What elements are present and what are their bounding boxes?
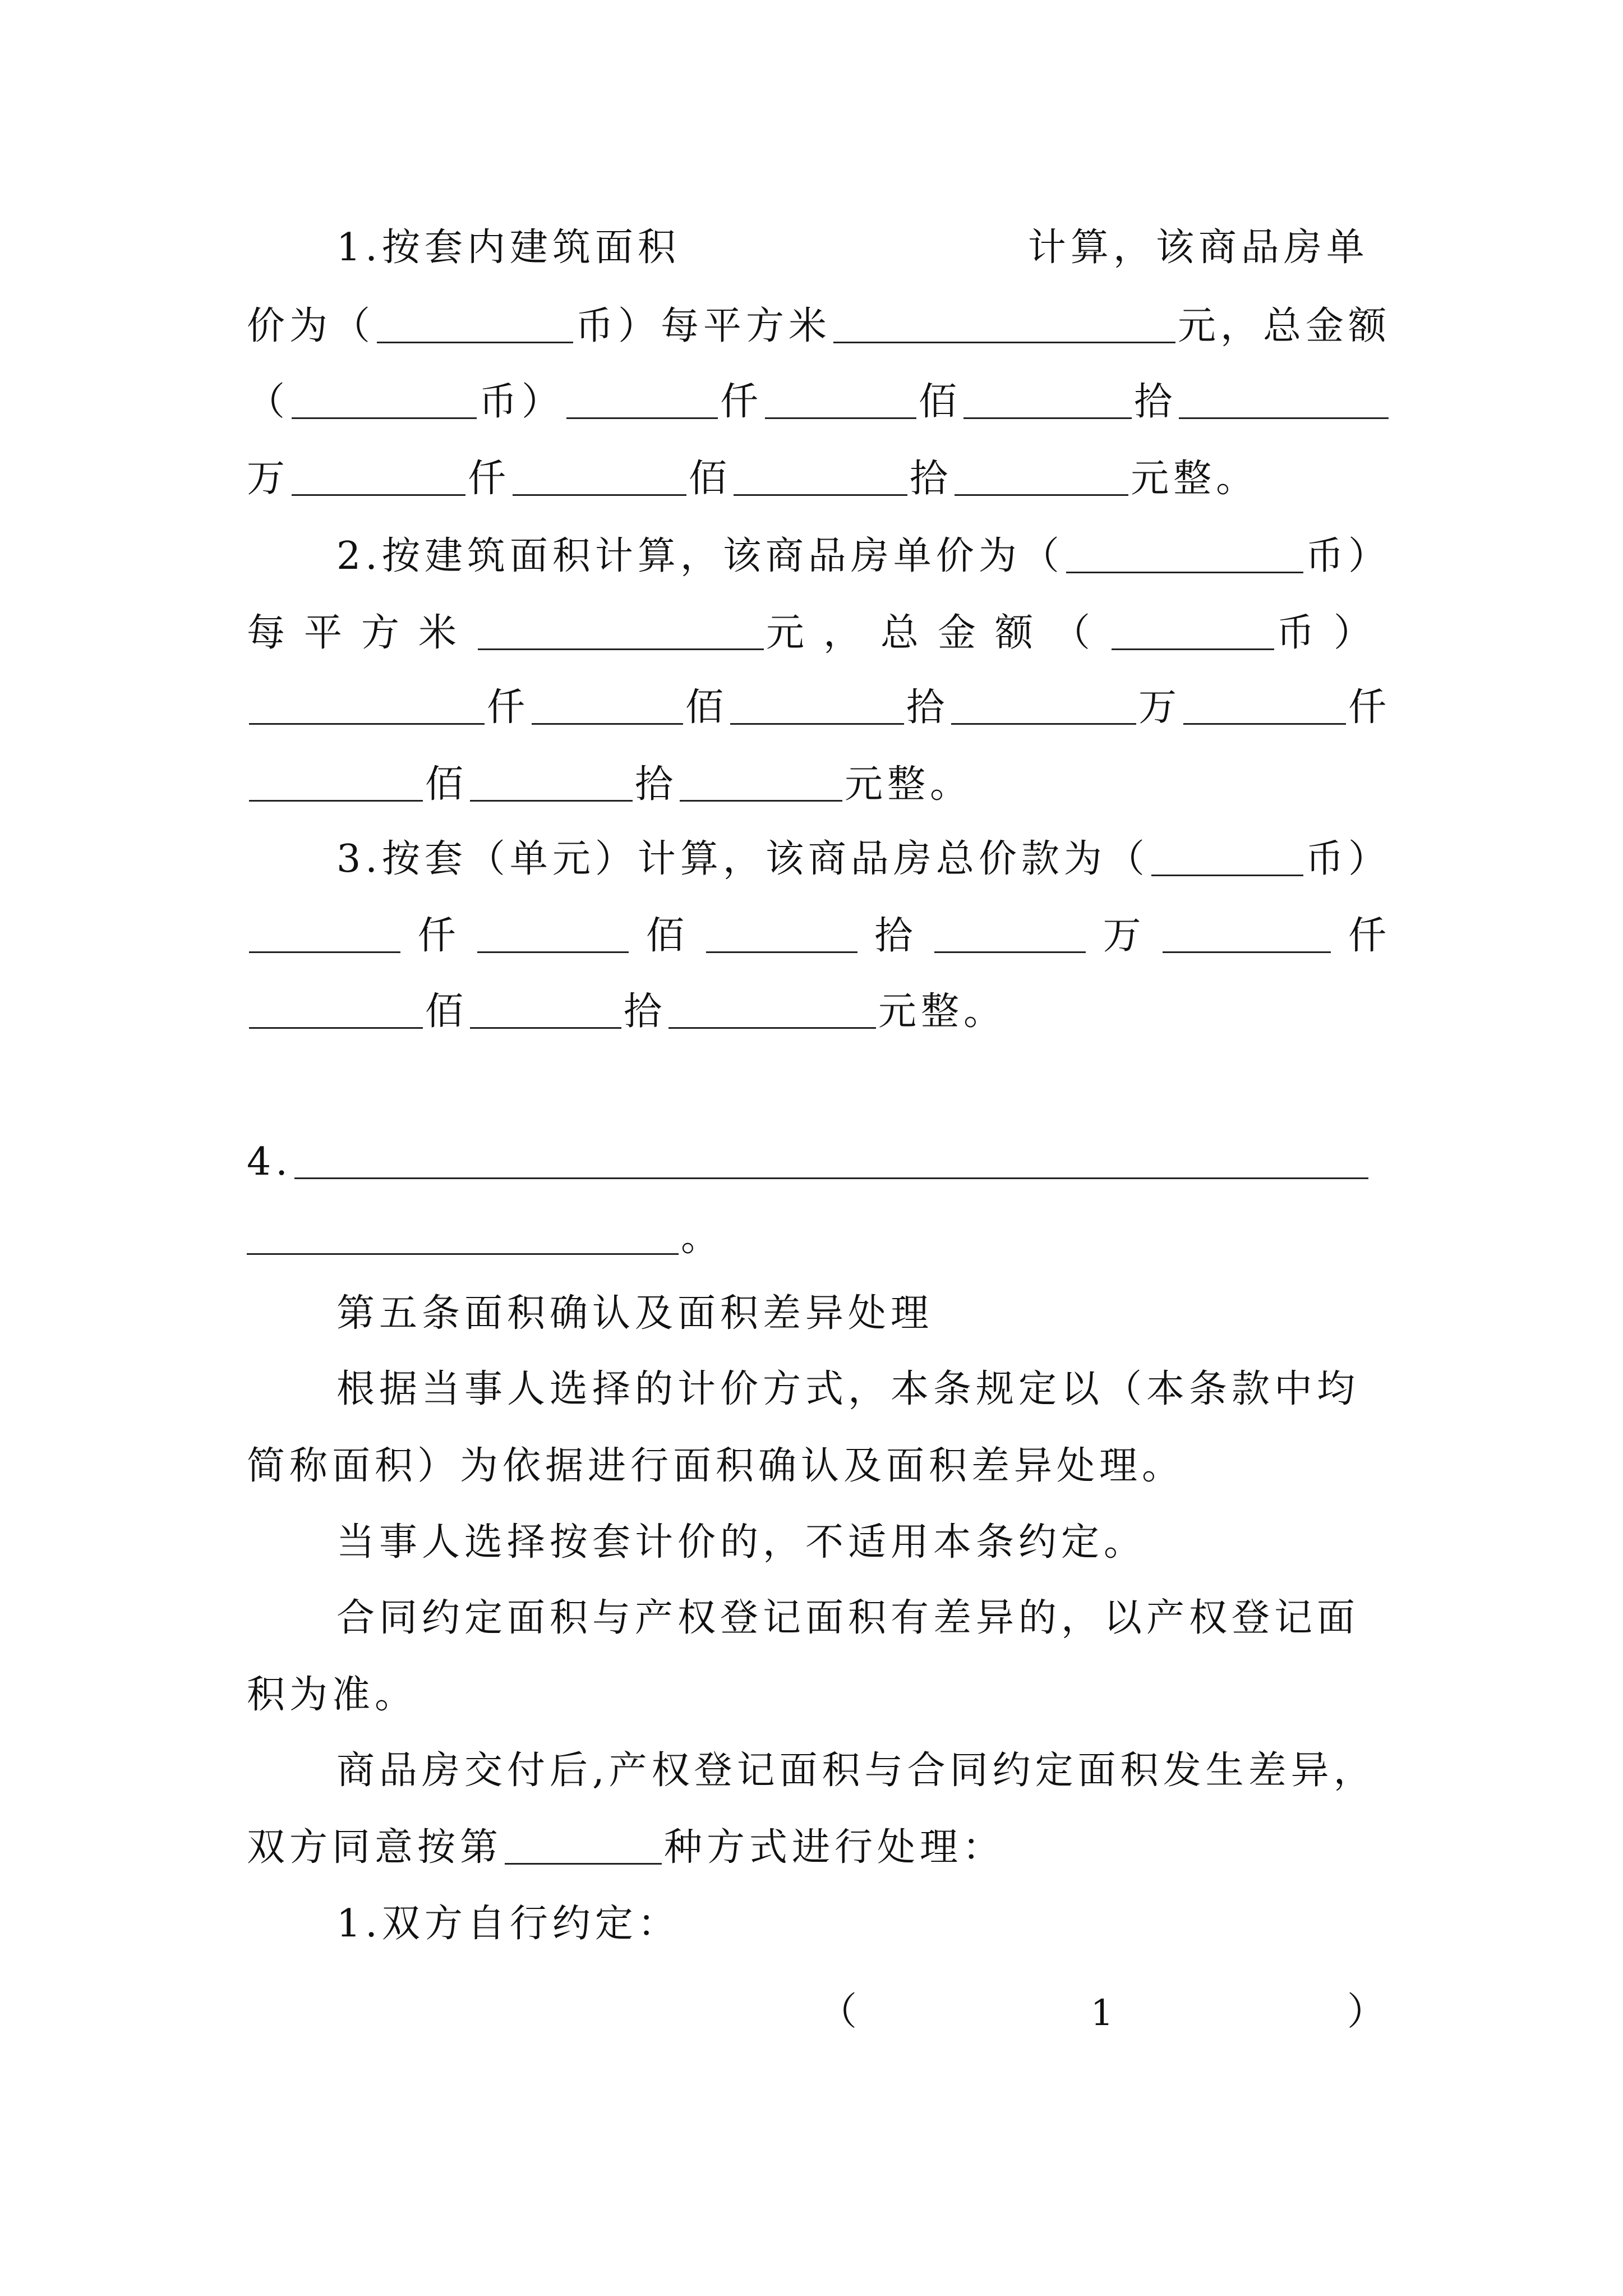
text: 3.按套（单元）计算，该商品房总价款为（	[336, 837, 1149, 881]
clause5-paragraph4-line1	[336, 1736, 1391, 1793]
clause5-paragraph3-line1	[336, 1584, 1391, 1640]
text: 拾	[874, 914, 917, 958]
currency-blank[interactable]	[1066, 532, 1303, 573]
option1-line3	[247, 367, 1391, 424]
method-number-blank[interactable]	[505, 1824, 662, 1865]
page-number-open-paren: （	[819, 1990, 857, 2034]
amount-blank[interactable]	[249, 684, 485, 725]
amount-blank[interactable]	[668, 988, 876, 1029]
option4-line1	[247, 1128, 1391, 1184]
option1-line2	[247, 292, 1391, 346]
option1-text: 1.按套内建筑面积	[336, 226, 680, 270]
amount-blank[interactable]	[532, 684, 683, 725]
text: 。	[681, 1216, 724, 1260]
text: 币）	[1276, 611, 1391, 655]
unit-price-blank[interactable]	[833, 302, 1175, 343]
option1-line4	[247, 444, 1391, 501]
currency-blank[interactable]	[1151, 835, 1303, 876]
custom-term-blank[interactable]	[294, 1138, 1368, 1179]
amount-blank[interactable]	[470, 988, 621, 1029]
text: 种方式进行处理：	[664, 1825, 1006, 1870]
text: 仟	[417, 914, 460, 958]
amount-blank[interactable]	[249, 988, 423, 1029]
amount-blank[interactable]	[730, 684, 904, 725]
clause5-paragraph1-line1	[336, 1355, 1391, 1409]
amount-blank[interactable]	[706, 912, 857, 953]
option2-line1	[336, 522, 1391, 576]
option2-line3	[247, 673, 1391, 730]
text: 币）每平方米	[575, 304, 832, 348]
custom-term-blank[interactable]	[247, 1214, 679, 1255]
amount-blank[interactable]	[934, 912, 1086, 953]
amount-blank[interactable]	[292, 455, 465, 496]
text: 币）	[1305, 837, 1391, 881]
option1-text: 计算，该商品房单	[1027, 226, 1369, 270]
clause5-item1	[336, 1889, 1391, 1946]
text: 双方同意按第	[247, 1825, 503, 1870]
text: 万	[247, 457, 290, 501]
text: 根据当事人选择的计价方式，本条规定以（本条款中均	[336, 1367, 1360, 1411]
clause5-paragraph3-line2	[247, 1660, 1391, 1717]
text: 拾	[906, 685, 949, 730]
text: 拾	[635, 762, 678, 807]
amount-blank[interactable]	[477, 912, 629, 953]
amount-blank[interactable]	[1183, 684, 1346, 725]
amount-blank[interactable]	[566, 378, 718, 419]
clause5-paragraph2	[336, 1508, 1391, 1565]
text: 拾	[1134, 380, 1177, 424]
text: 仟	[487, 685, 530, 730]
text: 元，总金额	[1177, 304, 1391, 348]
text: 佰	[685, 685, 728, 730]
text: 仟	[1348, 914, 1391, 958]
text: 拾	[910, 457, 953, 501]
currency-blank[interactable]	[1112, 609, 1274, 650]
text: 仟	[468, 457, 511, 501]
option2-line2	[247, 599, 1391, 655]
option3-line1	[336, 825, 1391, 881]
text: 当事人选择按套计价的，不适用本条约定。	[336, 1520, 1147, 1565]
amount-blank[interactable]	[951, 684, 1136, 725]
text: 商品房交付后,产权登记面积与合同约定面积发生差异，	[336, 1749, 1376, 1793]
text: 简称面积）为依据进行面积确认及面积差异处理。	[247, 1444, 1185, 1488]
clause5-paragraph4-line2	[247, 1813, 1391, 1870]
amount-blank[interactable]	[955, 455, 1128, 496]
text: 佰	[645, 914, 689, 958]
amount-blank[interactable]	[680, 761, 842, 802]
text: 元，总金额（	[766, 611, 1110, 655]
amount-blank[interactable]	[1179, 378, 1389, 419]
text: 币）	[1305, 534, 1391, 578]
option4-line2	[247, 1203, 1391, 1260]
page-number-close-paren: ）	[1347, 1990, 1385, 2034]
text: 佰	[425, 762, 468, 807]
clause5-title	[336, 1279, 1391, 1336]
amount-blank[interactable]	[249, 761, 423, 802]
text: 万	[1138, 685, 1182, 730]
text: 佰	[919, 380, 962, 424]
text: 佰	[425, 990, 468, 1034]
text: 积为准。	[247, 1673, 418, 1717]
text: 4.	[247, 1140, 292, 1184]
page-number-value: 1	[1090, 1993, 1114, 2034]
option3-line3	[247, 977, 1391, 1034]
text: 拾	[624, 990, 667, 1034]
text: 元整。	[1131, 457, 1259, 501]
amount-blank[interactable]	[734, 455, 907, 496]
text: 合同约定面积与产权登记面积有差异的，以产权登记面	[336, 1596, 1360, 1640]
text: 万	[1103, 914, 1146, 958]
currency-blank[interactable]	[292, 378, 477, 419]
amount-blank[interactable]	[249, 912, 400, 953]
text: 元整。	[845, 762, 973, 807]
section-title: 第五条面积确认及面积差异处理	[336, 1291, 934, 1336]
text: 2.按建筑面积计算，该商品房单价为（	[336, 534, 1064, 578]
text: 1.双方自行约定：	[336, 1902, 680, 1946]
amount-blank[interactable]	[963, 378, 1132, 419]
unit-price-blank[interactable]	[478, 609, 764, 650]
amount-blank[interactable]	[765, 378, 916, 419]
page-number	[819, 1977, 1385, 2034]
text: 佰	[689, 457, 732, 501]
text: 每平方米	[247, 611, 476, 655]
option3-line2	[247, 901, 1391, 958]
amount-blank[interactable]	[1163, 912, 1331, 953]
text: （	[247, 380, 290, 424]
amount-blank[interactable]	[513, 455, 686, 496]
clause5-paragraph1-line2	[247, 1432, 1391, 1488]
currency-blank[interactable]	[377, 302, 573, 343]
text: 币）	[479, 380, 565, 424]
amount-blank[interactable]	[470, 761, 633, 802]
text: 仟	[1348, 685, 1391, 730]
option1-line1	[336, 213, 1391, 270]
text: 价为（	[247, 304, 375, 348]
text: 仟	[720, 380, 763, 424]
text: 元整。	[878, 990, 1007, 1034]
option2-line4	[247, 750, 1391, 807]
